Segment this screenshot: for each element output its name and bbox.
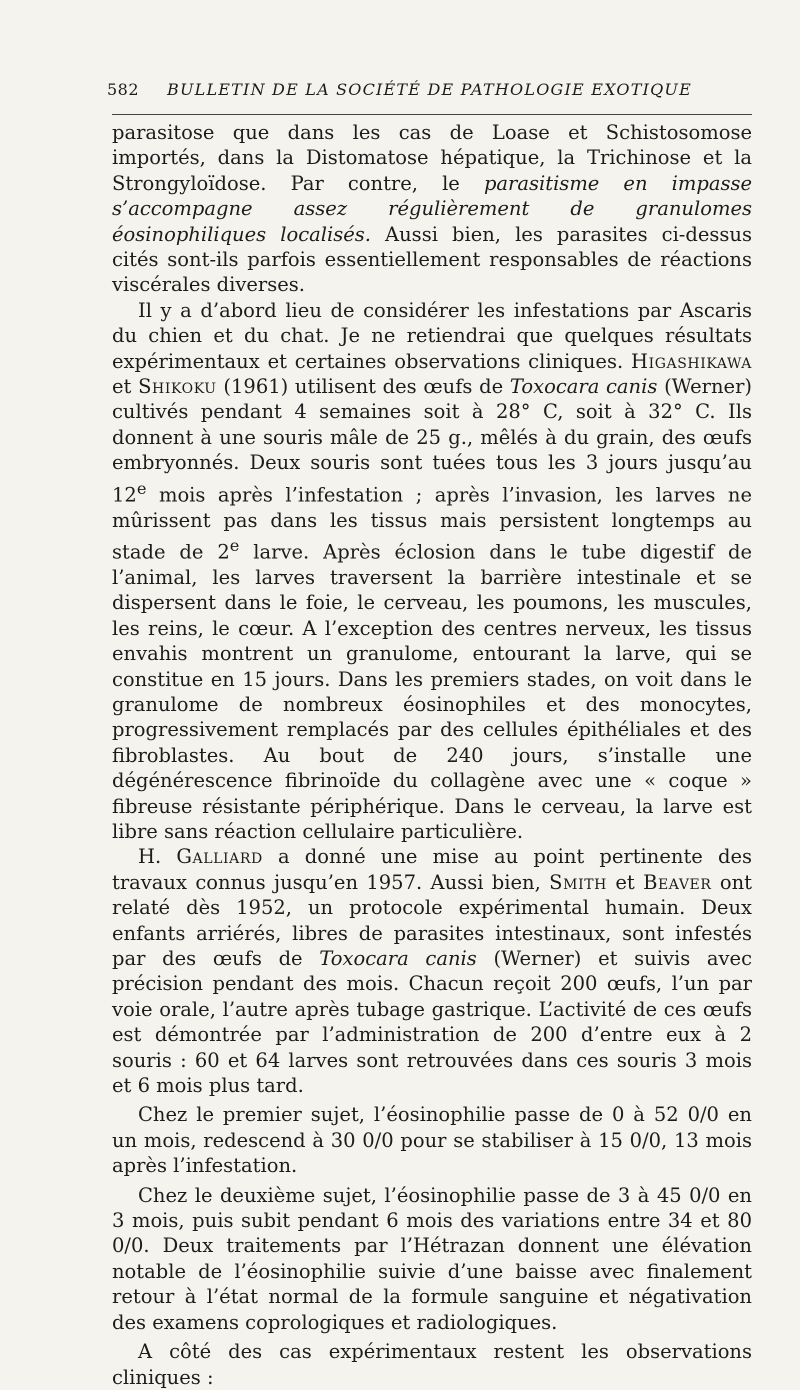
text-run: mois après l’infestation ; après l’invasion, les larves ne mûrissent pas dans les tissus mais persistent longtemps au stade de 2 xyxy=(112,483,752,564)
paragraph-4: Chez le premier sujet, l’éosinophilie passe de 0 à 52 0/0 en un mois, redescend à 30 0/0 pour se stabiliser à 15 0/0, 13 mois après l’infestation. xyxy=(112,1103,752,1178)
author-name: Smith xyxy=(549,870,607,894)
paragraph-3 xyxy=(112,844,752,1098)
author-name: Beaver xyxy=(643,870,712,894)
paragraph-2 xyxy=(112,298,752,845)
article-body xyxy=(112,120,752,1390)
text-run: ont relaté dès 1952, un protocole expérimental humain. Deux enfants arriérés, libres de parasites intestinaux, sont infestés par des œufs de xyxy=(112,870,752,970)
page-number: 582 xyxy=(107,80,140,99)
text-run: et xyxy=(112,375,139,399)
text-run: a donné une mise au point pertinente des travaux connus jusqu’en 1957. Aussi bien, xyxy=(112,845,753,894)
text-run: (Werner) et suivis avec précision pendant des mois. Chacun reçoit 200 œufs, l’un par voie orale, l’autre après tubage gastrique. L’activité de ces œufs est démontrée par l’administration de 200 d’entre eux à 2 souris : 60 et 64 larves sont retrouvées dans ces souris 3 mois et 6 mois plus tard. xyxy=(112,947,752,1098)
species-name: Toxocara canis xyxy=(319,947,477,970)
text-run: et xyxy=(606,870,644,894)
superscript: e xyxy=(229,536,240,555)
text-run: H. xyxy=(138,845,177,869)
text-run: (1961) utilisent des œufs de xyxy=(216,375,510,399)
text-run: parasitose que dans les cas de Loase et Schistosomose importés, dans la Distomatose hépatique, la Trichinose et la Strongyloïdose. Par contre, le xyxy=(112,121,752,195)
text-run: Aussi bien, les parasites ci-dessus cités sont-ils parfois essentiellement responsables de réactions viscérales diverses. xyxy=(112,222,752,297)
journal-title: BULLETIN DE LA SOCIÉTÉ DE PATHOLOGIE EXOTIQUE xyxy=(167,80,692,99)
paragraph-6: A côté des cas expérimentaux restent les observations cliniques : xyxy=(112,1340,752,1389)
emphasis-text: parasitisme en impasse s’accompagne assez régulièrement de granulomes éosinophiliques localisés. xyxy=(112,171,753,246)
running-header xyxy=(107,80,750,99)
paragraph-1 xyxy=(112,120,752,298)
author-name: Higashikawa xyxy=(631,349,752,373)
author-name: Shikoku xyxy=(138,375,217,399)
header-rule xyxy=(112,114,752,115)
superscript: e xyxy=(136,478,147,498)
paragraph-5: Chez le deuxième sujet, l’éosinophilie passe de 3 à 45 0/0 en 3 mois, puis subit pendant 6 mois des variations entre 34 et 80 0/0. Deux traitements par l’Hétrazan donnent une élévation notable de l’éosinophilie suivie d’une baisse avec finalement retour à l’état normal de la formule sanguine et négativation des examens coprologiques et radiologiques. xyxy=(112,1183,752,1334)
text-run: Il y a d’abord lieu de considérer les infestations par Ascaris du chien et du chat. Je ne retiendrai que quelques résultats expérimentaux et certaines observations cliniques. xyxy=(112,298,752,373)
text-run: (Werner) cultivés pendant 4 semaines soit à 28° C, soit à 32° C. Ils donnent à une souris mâle de 25 g., mêlés à du grain, des œufs embryonnés. Deux souris sont tuées tous les 3 jours jusqu’au 12 xyxy=(112,375,753,507)
text-run: larve. Après éclosion dans le tube digestif de l’animal, les larves traversent la barrière intestinale et se dispersent dans le foie, le cerveau, les poumons, les muscules, les reins, le cœur. A l’exception des centres nerveux, les tissus envahis montrent un granulome, entourant la larve, qui se constitue en 15 jours. Dans les premiers stades, on voit dans le granulome de nombreux éosinophiles et des monocytes, progressivement remplacés par des cellules épithéliales et des fibroblastes. Au bout de 240 jours, s’installe une dégénérescence fibrinoïde du collagène avec une « coque » fibreuse résistante périphérique. Dans le cerveau, la larve est libre sans réaction cellulaire particulière. xyxy=(112,540,752,843)
species-name: Toxocara canis xyxy=(509,375,658,399)
author-name: Galliard xyxy=(176,845,263,869)
